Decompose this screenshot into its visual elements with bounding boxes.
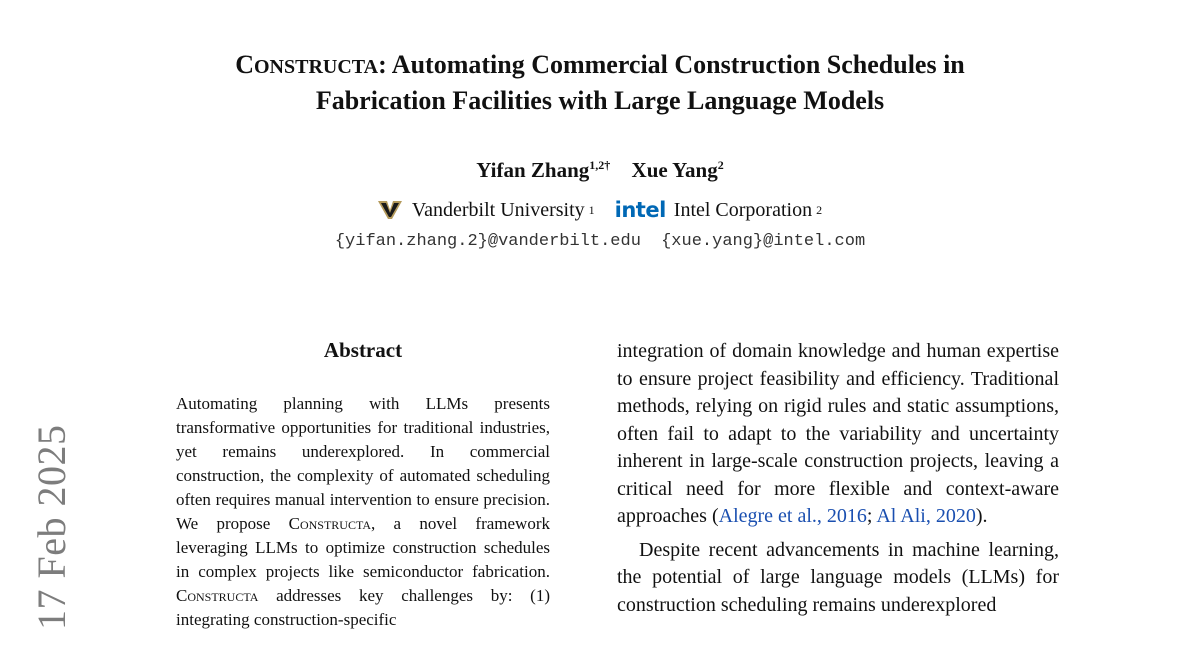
paper-title [150,48,1050,118]
affiliation-2-name: Intel Corporation [673,198,813,221]
intro-paragraph-1-text: integration of domain knowledge and human expertise to ensure project feasibility and efficiency. Traditional methods, relying on rigid rules and static assumptions, often fail to adapt to the variability and uncertainty inherent in large-scale construction projects, leaving a critical need for more flexible and context-aware approaches ( [617,340,1059,527]
author-1 [476,158,610,182]
citation-separator: ; [866,505,877,527]
author-emails [150,232,1050,251]
intro-paragraph-1-end: ). [975,505,988,527]
author-2-name: Xue Yang [631,158,718,182]
abstract-part-2: , a novel framework leveraging LLMs to optimize construction schedules in complex projects like semiconductor fabrication. [176,514,550,581]
abstract-part-1: Automating planning with LLMs presents transformative opportunities for traditional industries, yet remains underexplored. In commercial construction, the complexity of automated scheduling often requires manual intervention to ensure precision. We propose [176,394,550,533]
author-2-marks: 2 [717,158,724,172]
citation-al-ali-2020[interactable]: Al Ali, 2020 [876,505,976,527]
title-line-1 [150,48,1050,84]
title-line-1-text: : Automating Commercial Construction Schedules in [378,50,965,79]
intro-paragraph-1 [617,338,1059,531]
abstract-system-name-1: Constructa [288,514,372,533]
abstract-part-3: addresses key challenges by: (1) integrating construction-specific [176,586,550,629]
affiliation-1-name: Vanderbilt University [411,198,585,221]
author-1-name: Yifan Zhang [476,158,590,182]
intro-paragraph-2: Despite recent advancements in machine learning, the potential of large language models (LLMs) for construction scheduling remains underexplored [617,538,1059,616]
email-1: {yifan.zhang.2}@vanderbilt.edu [334,232,641,251]
affiliation-list [150,198,1050,222]
affiliation-1-mark: 1 [588,202,595,217]
author-1-marks: 1,2† [589,158,611,172]
author-2 [632,158,724,182]
intro-column [617,338,1059,648]
author-list [150,158,1050,183]
title-system-name-initial: C [235,50,254,79]
citation-alegre-2016[interactable]: Alegre et al., 2016 [718,505,867,527]
abstract-system-name-2: Constructa [176,586,259,605]
affiliation-2-mark: 2 [816,202,823,217]
abstract-heading: Abstract [323,338,403,362]
intel-logo-icon: intel [614,198,666,222]
abstract-text [176,392,550,648]
title-line-2: Fabrication Facilities with Large Language Models [315,86,885,115]
email-2: {xue.yang}@intel.com [661,232,866,251]
vanderbilt-v-logo-icon [378,200,402,220]
title-system-name-rest: ONSTRUCTA [253,56,379,78]
arxiv-date-stamp: 17 Feb 2025 [29,424,74,630]
